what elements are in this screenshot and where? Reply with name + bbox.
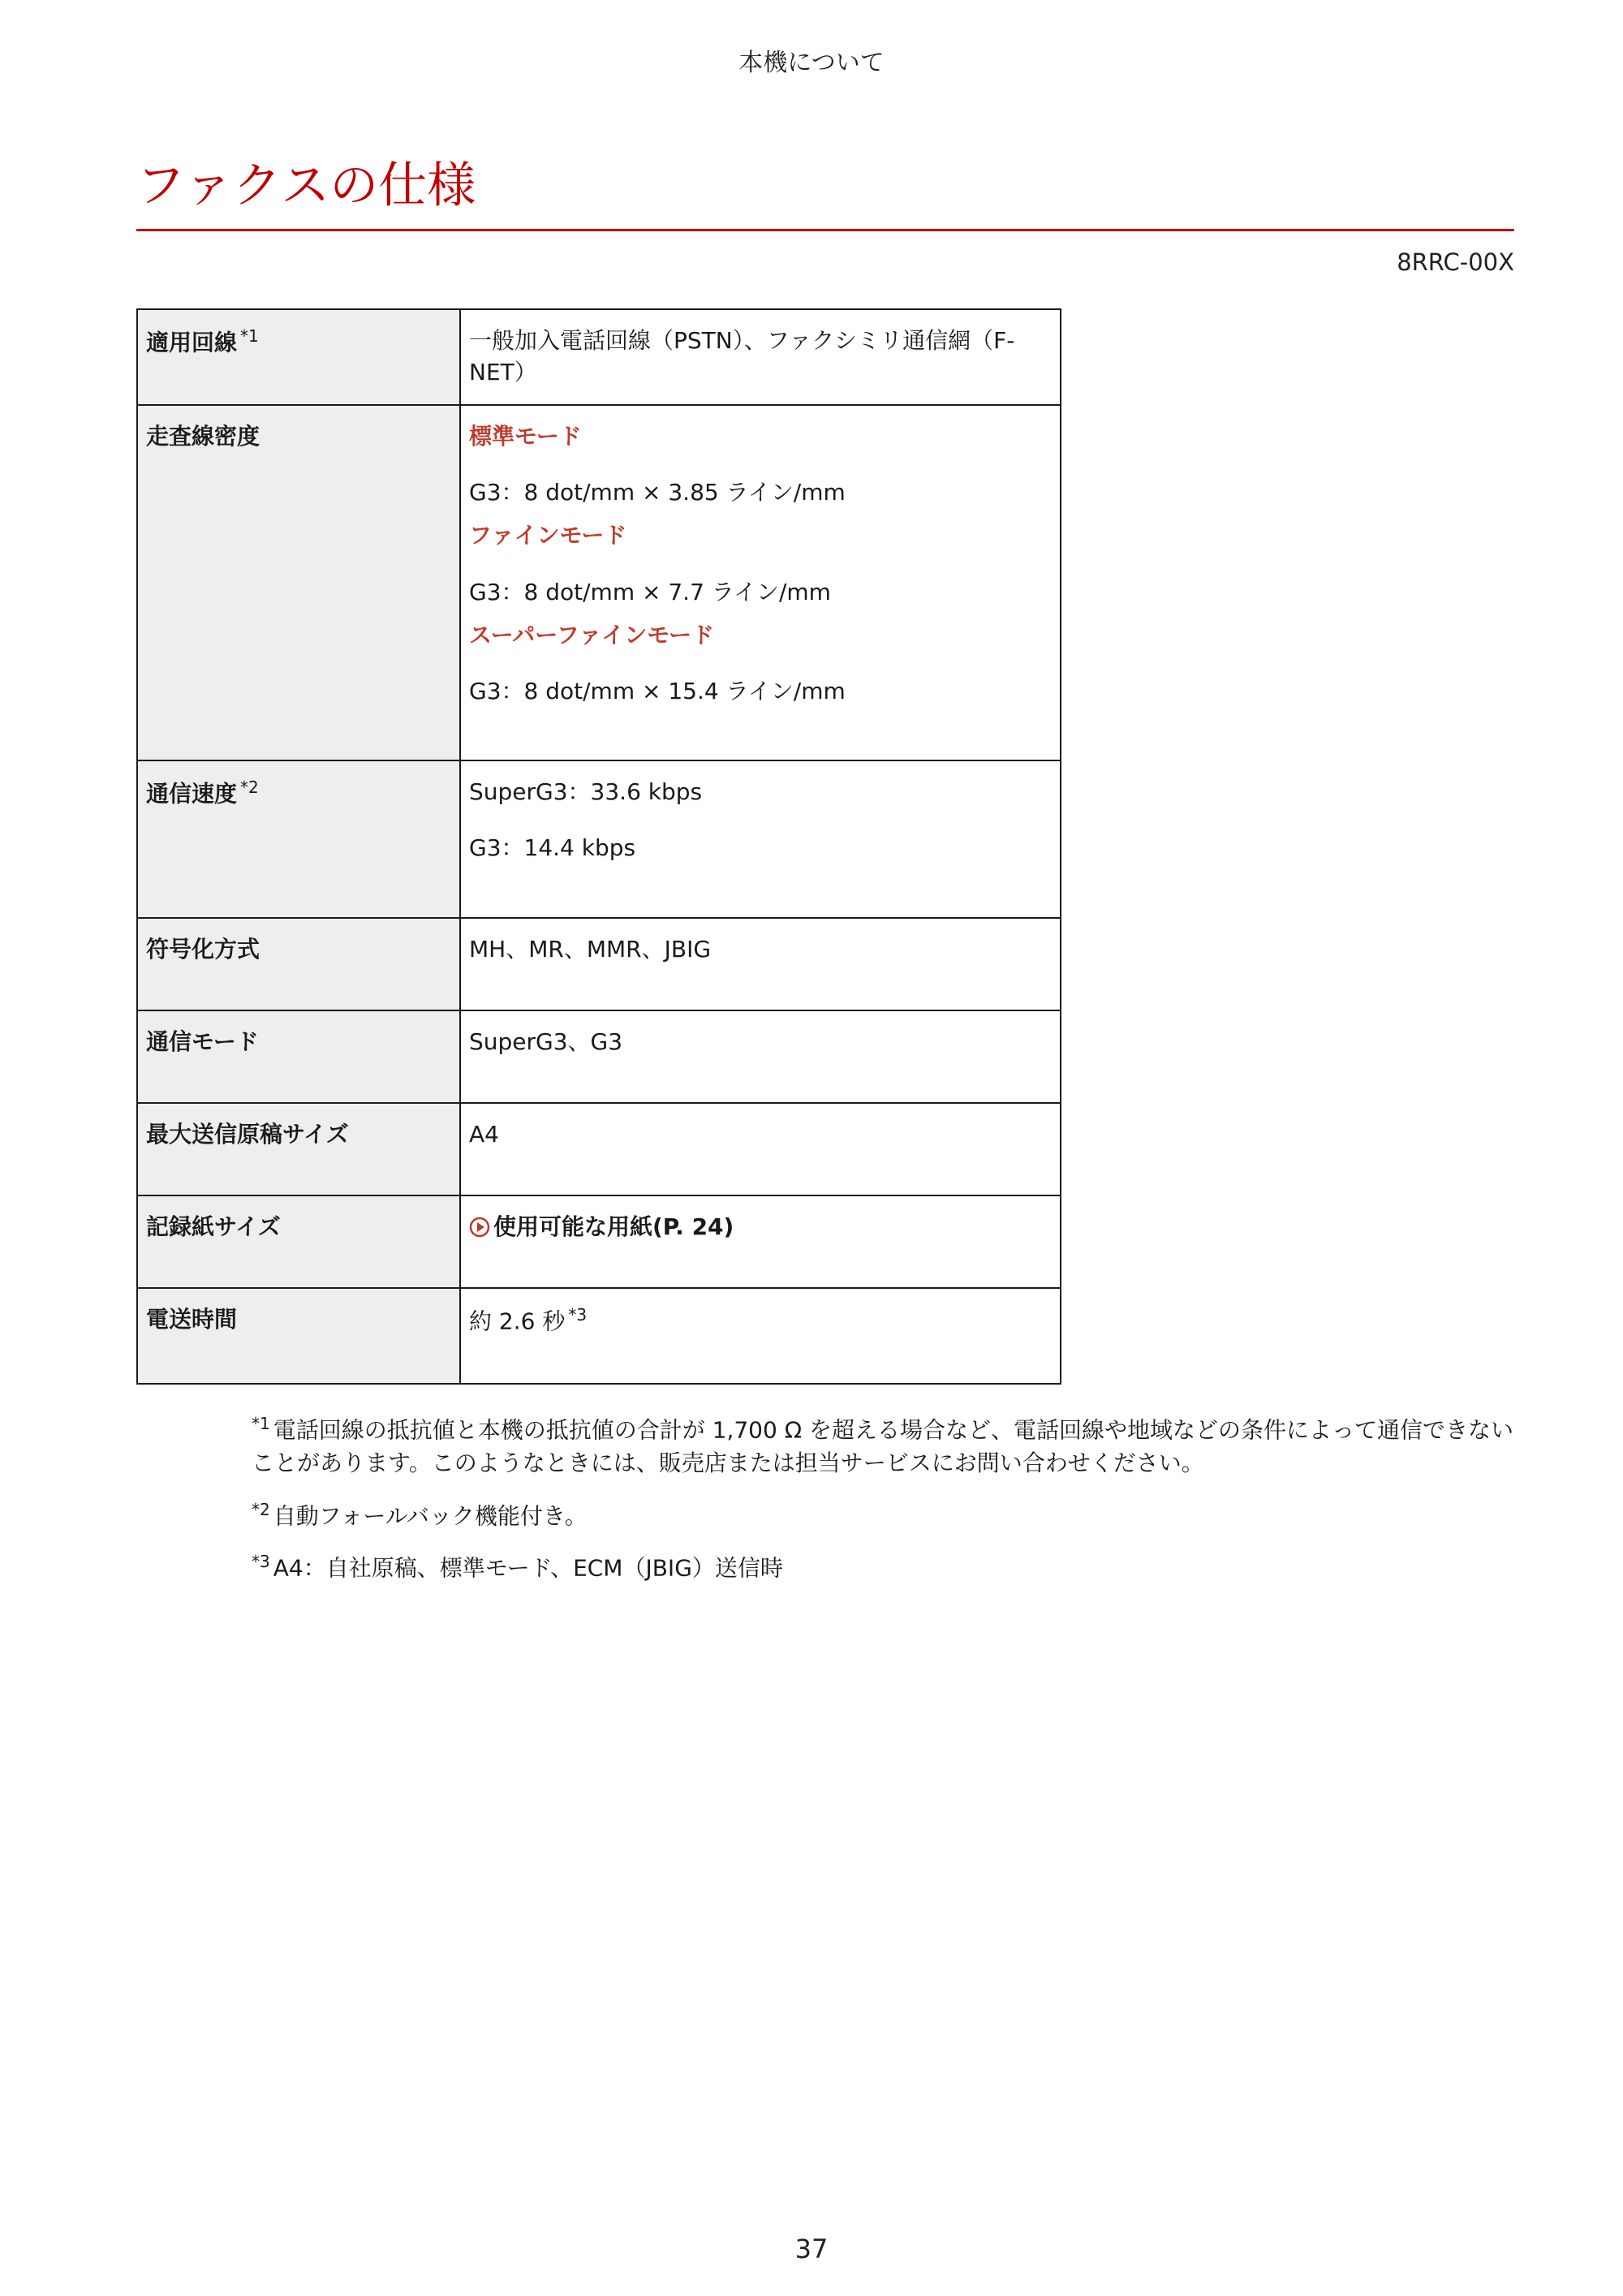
- spec-table: [136, 308, 1061, 1385]
- row-value: [460, 309, 1061, 405]
- footnote-2: [252, 1498, 1514, 1533]
- footnote-mark: *1: [252, 1414, 270, 1433]
- row-label-text: 電送時間: [146, 1306, 238, 1333]
- speed-g3: G3：14.4 kbps: [469, 834, 636, 862]
- row-value: [460, 1288, 1061, 1384]
- footnote-mark: *2: [252, 1499, 270, 1519]
- page-title: ファクスの仕様: [136, 157, 476, 214]
- row-label-text: 記録紙サイズ: [146, 1213, 281, 1240]
- footnote-ref: *3: [568, 1305, 588, 1325]
- mode-heading-standard: 標準モード: [469, 423, 582, 450]
- usable-paper-link[interactable]: [469, 1211, 734, 1243]
- row-value-text: MH、MR、MMR、JBIG: [469, 936, 712, 963]
- footnote-ref: *2: [240, 778, 259, 797]
- footnote-ref: *1: [240, 326, 259, 346]
- table-row: [137, 405, 1061, 760]
- table-row: [137, 918, 1061, 1010]
- row-label: [137, 309, 460, 405]
- running-header: 本機について: [738, 49, 885, 77]
- mode-value-fine: G3：8 dot/mm × 7.7 ライン/mm: [469, 578, 831, 605]
- footnote-mark: *3: [252, 1552, 270, 1572]
- mode-heading-fine: ファインモード: [469, 522, 627, 549]
- row-label-text: 符号化方式: [146, 936, 260, 963]
- speed-supergs3: SuperG3：33.6 kbps: [469, 778, 703, 805]
- row-value: [460, 1103, 1061, 1195]
- arrow-right-circle-icon: [469, 1217, 490, 1238]
- usable-paper-link-text: 使用可能な用紙(P. 24): [493, 1213, 734, 1240]
- table-row: [137, 1288, 1061, 1384]
- row-label: [137, 1103, 460, 1195]
- footnotes: [252, 1412, 1514, 1603]
- row-label-text: 通信速度: [146, 780, 238, 808]
- row-label: [137, 1288, 460, 1384]
- row-value: [460, 1195, 1061, 1288]
- row-label-text: 走査線密度: [146, 423, 260, 450]
- row-value: [460, 405, 1061, 760]
- mode-value-standard: G3：8 dot/mm × 3.85 ライン/mm: [469, 479, 846, 506]
- mode-heading-superfine: スーパーファインモード: [469, 621, 715, 648]
- title-rule: [136, 229, 1514, 231]
- table-row: [137, 309, 1061, 405]
- row-value-text: SuperG3、G3: [469, 1028, 623, 1055]
- footnote-text: 自動フォールバック機能付き。: [273, 1501, 588, 1529]
- table-row: [137, 1010, 1061, 1103]
- row-label: [137, 918, 460, 1010]
- document-id: 8RRC-00X: [1397, 248, 1514, 276]
- row-value-text: 一般加入電話回線（PSTN）、ファクシミリ通信網（F-NET）: [469, 327, 1015, 386]
- row-label-text: 最大送信原稿サイズ: [146, 1121, 349, 1148]
- row-label: [137, 1010, 460, 1103]
- footnote-3: [252, 1550, 1514, 1585]
- row-label-text: 通信モード: [146, 1028, 259, 1055]
- row-value: [460, 1010, 1061, 1103]
- table-row: [137, 760, 1061, 918]
- mode-value-superfine: G3：8 dot/mm × 15.4 ライン/mm: [469, 677, 846, 704]
- table-row: [137, 1103, 1061, 1195]
- row-label: [137, 1195, 460, 1288]
- footnote-text: 電話回線の抵抗値と本機の抵抗値の合計が 1,700 Ω を超える場合など、電話回線や地域などの条件によって通信できないことがあります。このようなときには、販売店または担当サービスにお問い合わせください。: [252, 1416, 1513, 1476]
- table-row: [137, 1195, 1061, 1288]
- page-number: 37: [794, 2234, 829, 2264]
- footnote-text: A4：自社原稿、標準モード、ECM（JBIG）送信時: [273, 1554, 783, 1582]
- row-value-text: 約 2.6 秒: [469, 1307, 566, 1335]
- row-label: [137, 760, 460, 918]
- row-label: [137, 405, 460, 760]
- row-value-text: A4: [469, 1121, 499, 1148]
- row-label-text: 適用回線: [146, 329, 238, 356]
- row-value: [460, 760, 1061, 918]
- footnote-1: [252, 1412, 1514, 1480]
- row-value: [460, 918, 1061, 1010]
